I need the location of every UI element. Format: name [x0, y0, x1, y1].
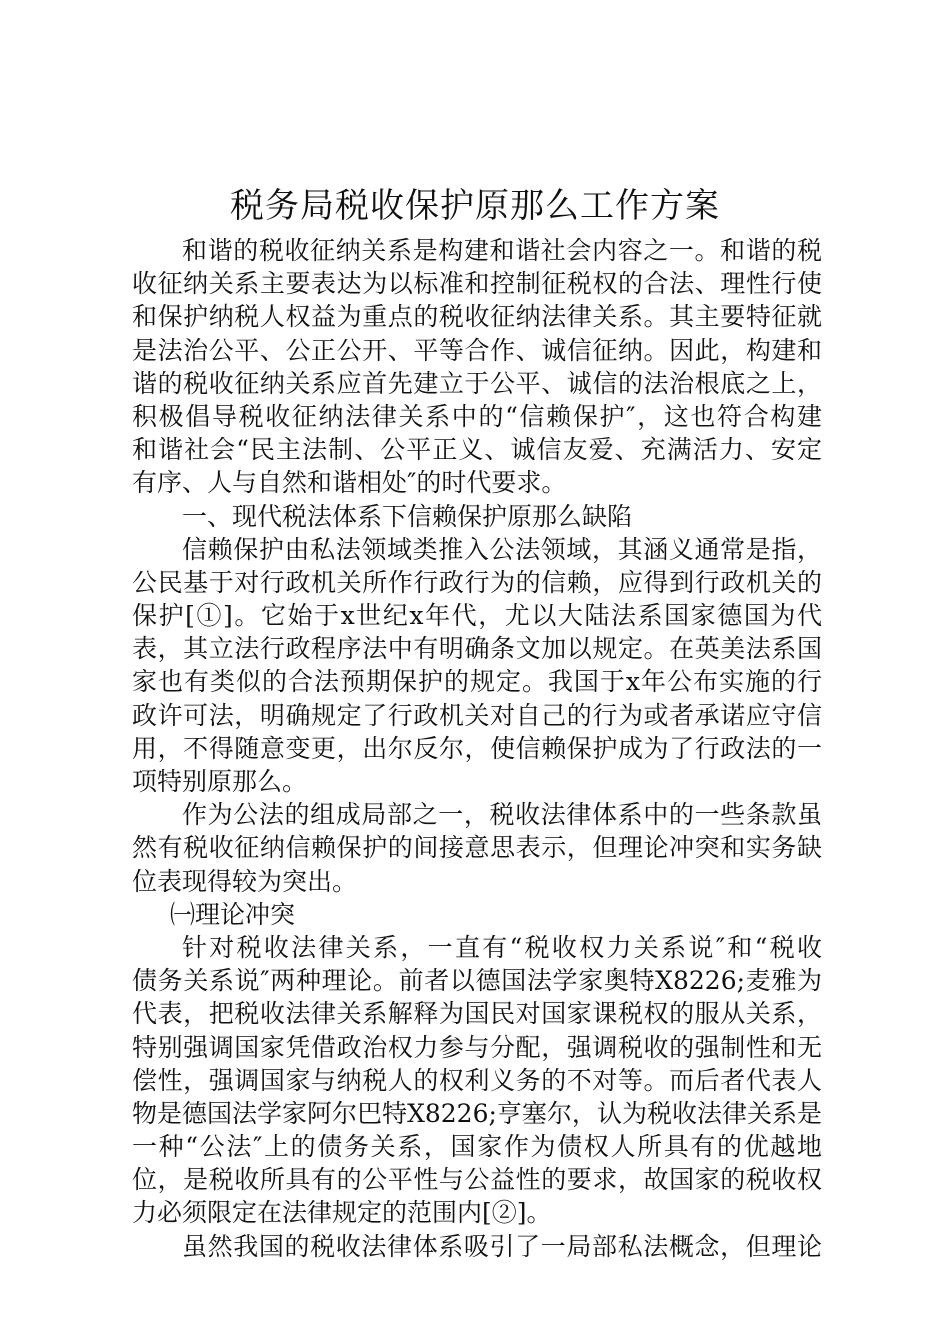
text-line: 偿性，强调国家与纳税人的权利义务的不对等。而后者代表人 — [132, 1065, 822, 1095]
text-line: 积极倡导税收征纳法律关系中的“信赖保护″，这也符合构建 — [132, 401, 822, 431]
text-line: 特别强调国家凭借政治权力参与分配，强调税收的强制性和无 — [132, 1032, 822, 1062]
document-title: 税务局税收保护原那么工作方案 — [230, 186, 720, 226]
text-line: 保护[①]。它始于x世纪x年代，尤以大陆法系国家德国为代 — [132, 601, 822, 631]
text-line: 家也有类似的合法预期保护的规定。我国于x年公布实施的行 — [132, 667, 822, 697]
text-line: 代表，把税收法律关系解释为国民对国家课税权的服从关系， — [132, 999, 822, 1029]
text-line: 项特别原那么。 — [132, 767, 308, 796]
text-line: 信赖保护由私法领域类推入公法领域，其涵义通常是指， — [182, 534, 822, 564]
document-body — [132, 234, 822, 1263]
text-line: 位，是税收所具有的公平性与公益性的要求，故国家的税收权 — [132, 1165, 822, 1195]
text-line: 作为公法的组成局部之一，税收法律体系中的一些条款虽 — [182, 800, 822, 830]
text-line: 和谐的税收征纳关系是构建和谐社会内容之一。和谐的税 — [182, 236, 822, 265]
text-line: 用，不得随意变更，出尔反尔，使信赖保护成为了行政法的一 — [132, 733, 822, 763]
text-line: 债务关系说″两种理论。前者以德国法学家奥特X8226;麦雅为 — [132, 966, 822, 996]
text-line: 有序、人与自然和谐相处″的时代要求。 — [132, 468, 567, 498]
text-line: 位表现得较为突出。 — [132, 866, 358, 896]
text-line: 针对税收法律关系，一直有“税收权力关系说″和“税收 — [182, 932, 822, 962]
text-line: 是法治公平、公正公开、平等合作、诚信征纳。因此，构建和 — [132, 335, 822, 365]
text-line: 一种“公法″上的债务关系，国家作为债权人所具有的优越地 — [132, 1132, 822, 1162]
text-line: 虽然我国的税收法律体系吸引了一局部私法概念，但理论 — [182, 1231, 822, 1261]
text-line: 物是德国法学家阿尔巴特X8226;亨塞尔，认为税收法律关系是 — [132, 1098, 822, 1128]
text-line: 力必须限定在法律规定的范围内[②]。 — [132, 1198, 552, 1228]
text-line: 谐的税收征纳关系应首先建立于公平、诚信的法治根底之上， — [132, 368, 822, 398]
text-line: 公民基于对行政机关所作行政行为的信赖，应得到行政机关的 — [132, 567, 822, 597]
text-line: 和保护纳税人权益为重点的税收征纳法律关系。其主要特征就 — [132, 302, 822, 332]
text-line: 一、现代税法体系下信赖保护原那么缺陷 — [182, 501, 633, 531]
text-line: ㈠理论冲突 — [170, 899, 296, 929]
text-line: 然有税收征纳信赖保护的间接意思表示，但理论冲突和实务缺 — [132, 833, 822, 863]
text-line: 政许可法，明确规定了行政机关对自己的行为或者承诺应守信 — [132, 700, 822, 730]
text-line: 表，其立法行政程序法中有明确条文加以规定。在英美法系国 — [132, 634, 822, 664]
text-line: 和谐社会“民主法制、公平正义、诚信友爱、充满活力、安定 — [132, 435, 822, 465]
text-line: 收征纳关系主要表达为以标准和控制征税权的合法、理性行使 — [132, 269, 822, 299]
